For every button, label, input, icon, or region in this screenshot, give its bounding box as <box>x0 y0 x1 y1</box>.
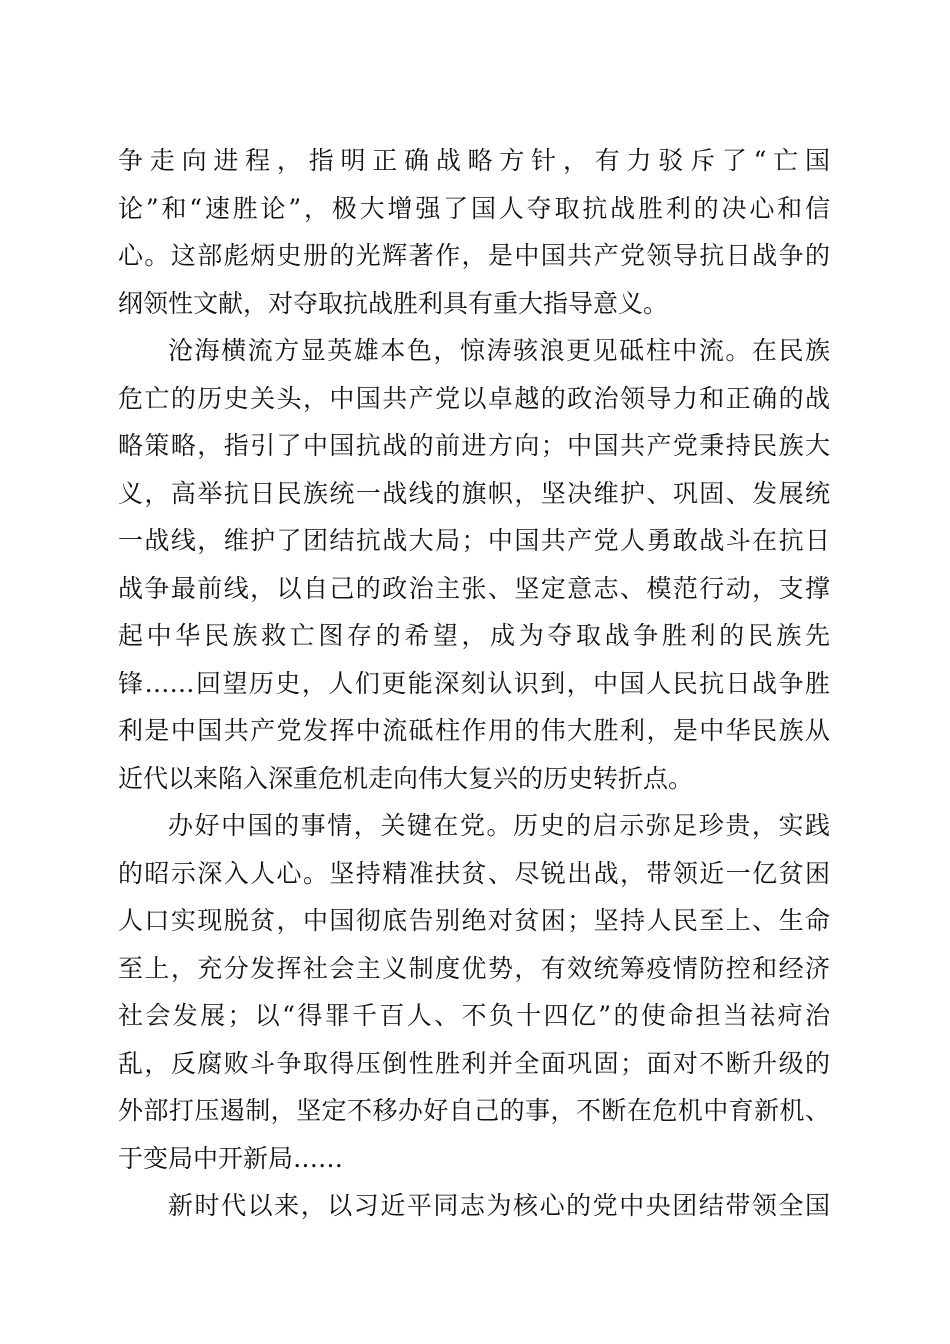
text-line: 战争最前线，以自己的政治主张、坚定意志、模范行动，支撑 <box>118 573 830 603</box>
text-line: 略策略，指引了中国抗战的前进方向；中国共产党秉持民族大 <box>118 431 830 460</box>
text-line: 人口实现脱贫，中国彻底告别绝对贫困；坚持人民至上、生命 <box>118 906 830 935</box>
text-line: 的昭示深入人心。坚持精准扶贫、尽锐出战，带领近一亿贫困 <box>118 858 830 888</box>
text-line: 外部打压遏制，坚定不移办好自己的事，不断在危机中育新机、 <box>118 1096 830 1125</box>
text-line: 纲领性文献，对夺取抗战胜利具有重大指导意义。 <box>118 288 669 318</box>
text-line: 利是中国共产党发挥中流砥柱作用的伟大胜利，是中华民族从 <box>118 716 830 745</box>
text-line: 危亡的历史关头，中国共产党以卓越的政治领导力和正确的战 <box>118 383 830 413</box>
text-line: 至上，充分发挥社会主义制度优势，有效统筹疫情防控和经济 <box>118 953 830 983</box>
text-line: 义，高举抗日民族统一战线的旗帜，坚决维护、巩固、发展统 <box>118 478 830 508</box>
text-line: 乱，反腐败斗争取得压倒性胜利并全面巩固；面对不断升级的 <box>118 1048 830 1078</box>
paragraph-first-line: 办好中国的事情，关键在党。历史的启示弥足珍贵，实践 <box>168 811 830 840</box>
paragraph-first-line: 新时代以来，以习近平同志为核心的党中央团结带领全国 <box>168 1191 830 1220</box>
text-line: 论”和“速胜论”，极大增强了国人夺取抗战胜利的决心和信 <box>118 193 830 223</box>
paragraph-first-line: 沧海横流方显英雄本色，惊涛骇浪更见砥柱中流。在民族 <box>168 336 830 365</box>
text-line: 心。这部彪炳史册的光辉著作，是中国共产党领导抗日战争的 <box>118 241 830 270</box>
text-line: 锋……回望历史，人们更能深刻认识到，中国人民抗日战争胜 <box>118 668 830 698</box>
text-line: 社会发展；以“得罪千百人、不负十四亿”的使命担当祛疴治 <box>118 1001 830 1030</box>
text-line: 于变局中开新局…… <box>118 1143 344 1173</box>
text-line: 起中华民族救亡图存的希望，成为夺取战争胜利的民族先 <box>118 621 830 650</box>
text-line: 近代以来陷入深重危机走向伟大复兴的历史转折点。 <box>118 763 694 793</box>
article-body <box>118 137 830 1230</box>
text-line: 争走向进程，指明正确战略方针，有力驳斥了“亡国 <box>118 146 830 175</box>
text-line: 一战线，维护了团结抗战大局；中国共产党人勇敢战斗在抗日 <box>118 526 830 555</box>
